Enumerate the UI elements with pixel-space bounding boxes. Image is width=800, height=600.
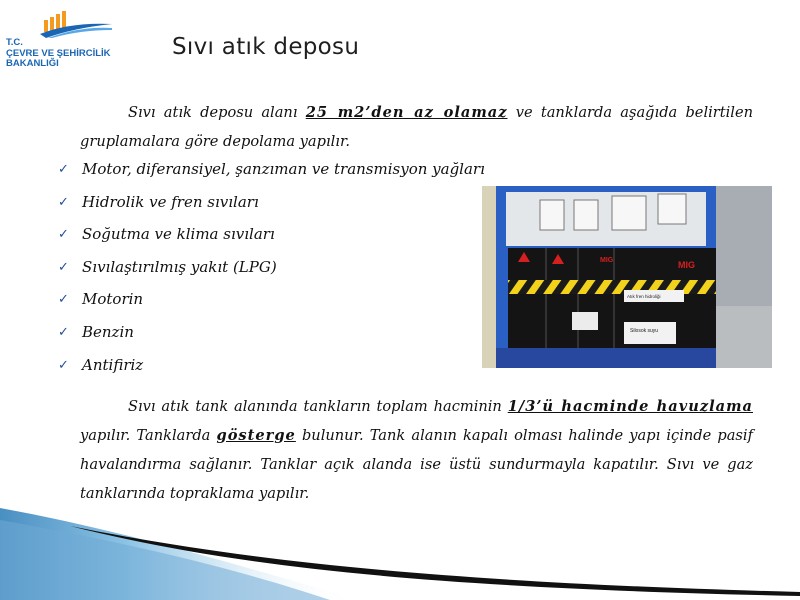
list-item-label: Motorin xyxy=(82,290,144,309)
tank-storage-photo xyxy=(482,186,772,368)
tank-sign-2: Atık fren hidroliği xyxy=(627,294,661,299)
list-item xyxy=(58,225,485,258)
details-text-2: yapılır. Tanklarda xyxy=(80,427,217,444)
list-item xyxy=(58,356,485,389)
logo-line-1: T.C. xyxy=(6,37,23,48)
list-item-label: Sıvılaştırılmış yakıt (LPG) xyxy=(82,257,277,276)
decorative-swoosh xyxy=(0,500,800,600)
brand-label-large: MIG xyxy=(678,260,695,270)
intro-highlight: 25 m2’den az olamaz xyxy=(305,104,508,121)
list-item-label: Antifiriz xyxy=(82,355,144,374)
logo-line-2: ÇEVRE VE ŞEHİRCİLİK xyxy=(6,47,111,59)
list-item-label: Soğutma ve klima sıvıları xyxy=(82,225,275,244)
ministry-logo xyxy=(4,4,116,74)
logo-bars-icon xyxy=(40,8,112,38)
brand-label: MIG xyxy=(600,257,614,264)
details-highlight-2: gösterge xyxy=(216,427,296,444)
intro-text-start: Sıvı atık deposu alanı xyxy=(128,104,306,121)
list-item xyxy=(58,258,485,291)
intro-text-end: ve tanklarda aşağıda belirtilen gruplamalara göre depolama yapılır. xyxy=(80,104,753,150)
check-icon: ✓ xyxy=(58,357,69,373)
logo-line-3: BAKANLIĞI xyxy=(6,58,59,69)
check-icon: ✓ xyxy=(58,194,69,210)
details-highlight-1: 1/3’ü hacminde havuzlama xyxy=(507,398,754,415)
details-text-1: Sıvı atık tank alanında tankların toplam hacminin xyxy=(128,398,508,415)
page-title: Sıvı atık deposu xyxy=(172,34,360,60)
list-item-label: Motor, diferansiyel, şanzıman ve transmisyon yağları xyxy=(82,160,485,178)
details-text-3: bulunur. Tank alanın kapalı olması halinde yapı içinde pasif havalandırma sağlanır. Tanklar açık alanda ise üstü sundurmayla kapatılır. Sıvı ve gaz tanklarında topraklama yapılır. xyxy=(80,427,753,502)
check-icon: ✓ xyxy=(58,162,69,177)
list-item xyxy=(58,290,485,323)
check-icon: ✓ xyxy=(58,259,69,275)
details-paragraph xyxy=(80,392,753,508)
check-icon: ✓ xyxy=(58,292,69,308)
list-item xyxy=(58,160,485,193)
list-item-label: Hidrolik ve fren sıvıları xyxy=(82,192,259,211)
check-icon: ✓ xyxy=(58,227,69,243)
list-item xyxy=(58,323,485,356)
tank-sign-1: Silosok suyu xyxy=(630,328,659,334)
storage-group-list xyxy=(58,160,485,388)
check-icon: ✓ xyxy=(58,324,69,340)
list-item xyxy=(58,193,485,226)
list-item-label: Benzin xyxy=(82,322,134,341)
intro-paragraph xyxy=(80,98,753,156)
